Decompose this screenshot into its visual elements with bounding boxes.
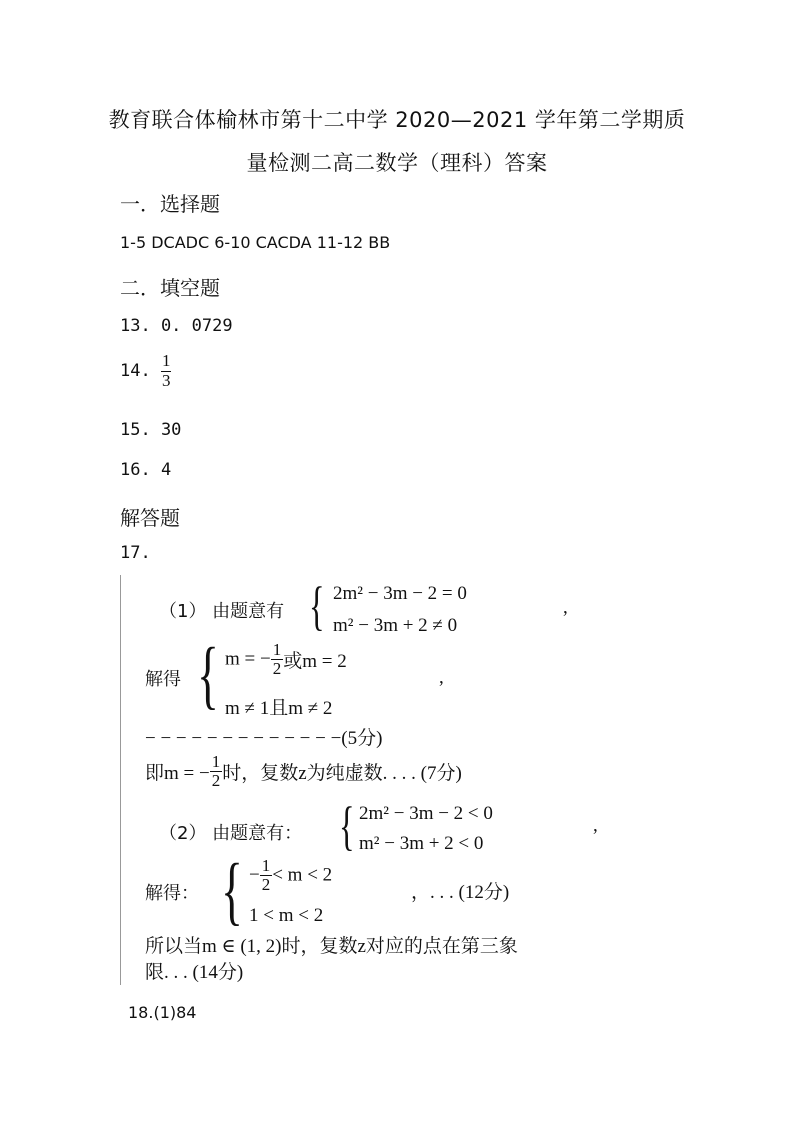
solve1-comma: , bbox=[439, 667, 444, 688]
p2-eq2: m² − 3m + 2 < 0 bbox=[359, 833, 484, 854]
concl1-half-num: 1 bbox=[211, 752, 221, 771]
solve1-brace: { bbox=[197, 633, 219, 717]
answer-14-fraction bbox=[161, 352, 172, 390]
p2-comma: , bbox=[593, 815, 598, 836]
solve2-brace: { bbox=[221, 849, 243, 933]
conclusion-2-line-2: 限. . . (14分) bbox=[145, 962, 244, 983]
solve2-a-post: < m < 2 bbox=[272, 864, 333, 886]
conclusion-2-line-1: 所以当m ∈ (1, 2)时，复数z对应的点在第三象 bbox=[145, 936, 518, 957]
p1-eq2: m² − 3m + 2 ≠ 0 bbox=[333, 615, 458, 636]
answer-13: 13. 0. 0729 bbox=[120, 316, 233, 336]
answer-14-label: 14. bbox=[120, 361, 151, 382]
answer-18: 18.(1)84 bbox=[128, 1003, 197, 1022]
solve1-or-text: 或m = 2 bbox=[283, 650, 347, 672]
solve2-half-den: 2 bbox=[261, 874, 271, 894]
concl1-half bbox=[210, 753, 223, 790]
solution-17-box bbox=[120, 575, 681, 985]
concl1-b: 时，复数z为纯虚数. . . . (7分) bbox=[222, 762, 462, 784]
conclusion-1 bbox=[145, 753, 462, 790]
answer-14-numerator: 1 bbox=[161, 351, 171, 370]
p1-eq1: 2m² − 3m − 2 = 0 bbox=[333, 583, 467, 604]
solve2-half bbox=[260, 857, 273, 894]
solve1-line-a bbox=[225, 641, 347, 678]
solve1-half bbox=[271, 641, 284, 678]
section-heading-fill: 二．填空题 bbox=[120, 276, 220, 300]
p1-brace: { bbox=[309, 576, 325, 636]
solve2-line-a bbox=[249, 857, 332, 894]
solve1-a-text: m = − bbox=[225, 648, 271, 670]
answer-16: 16. 4 bbox=[120, 460, 172, 480]
answer-14-denominator: 3 bbox=[161, 370, 171, 390]
solve1-half-num: 1 bbox=[272, 640, 282, 659]
concl1-a: 即m = − bbox=[145, 762, 210, 784]
answer-15: 15. 30 bbox=[120, 420, 182, 440]
section-heading-solutions: 解答题 bbox=[120, 506, 180, 530]
solve1-half-den: 2 bbox=[272, 658, 282, 678]
solve2-tail: ，. . . (12分) bbox=[411, 882, 510, 903]
solve2-a-pre: − bbox=[249, 864, 260, 886]
solve2-line-b: 1 < m < 2 bbox=[249, 905, 324, 926]
concl1-half-den: 2 bbox=[211, 770, 221, 790]
section-heading-choice: 一．选择题 bbox=[120, 192, 220, 216]
solve2-half-num: 1 bbox=[261, 856, 271, 875]
p2-intro: （2） 由题意有： bbox=[159, 823, 303, 844]
p2-brace: { bbox=[339, 796, 355, 856]
document-title-line-2: 量检测二高二数学（理科）答案 bbox=[246, 151, 548, 175]
solve1-line-b: m ≠ 1且m ≠ 2 bbox=[225, 698, 333, 719]
dashes-5pts: − − − − − − − − − − − − −(5分) bbox=[145, 728, 383, 749]
solve1-label: 解得 bbox=[145, 669, 181, 690]
question-17-label: 17. bbox=[120, 543, 151, 563]
p1-comma: , bbox=[563, 597, 568, 618]
document-title-line-1: 教育联合体榆林市第十二中学 2020—2021 学年第二学期质 bbox=[108, 108, 686, 132]
solve2-label: 解得： bbox=[145, 883, 199, 904]
answer-14 bbox=[120, 352, 171, 390]
p2-eq1: 2m² − 3m − 2 < 0 bbox=[359, 803, 493, 824]
choice-answers: 1-5 DCADC 6-10 CACDA 11-12 BB bbox=[120, 233, 391, 252]
p1-intro: （1） 由题意有 bbox=[159, 601, 285, 622]
